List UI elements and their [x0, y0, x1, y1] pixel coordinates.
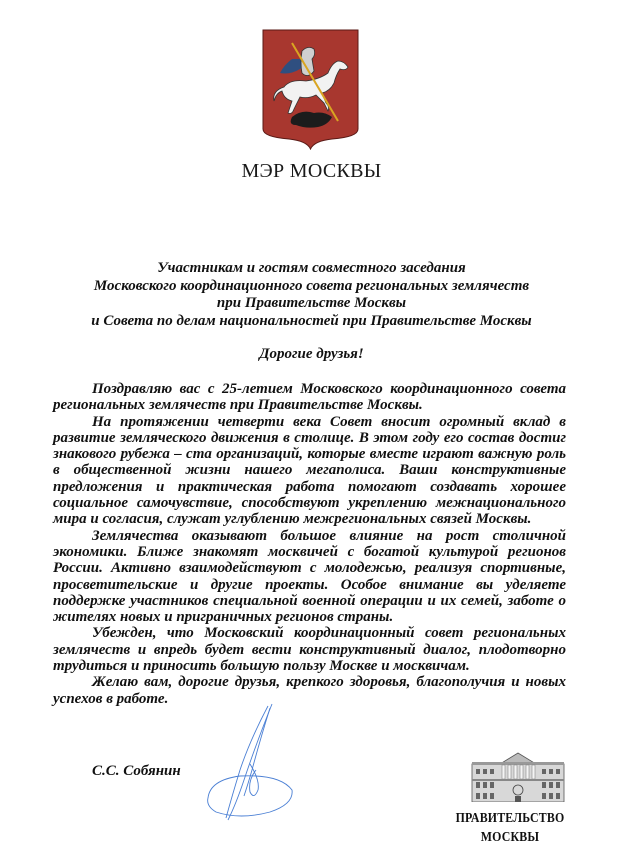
heading-line: при Правительстве Москвы: [216, 295, 407, 311]
greeting: Дорогие друзья!: [259, 346, 364, 362]
government-label: [448, 808, 571, 846]
letter-body: [53, 381, 566, 707]
heading-line: Московского координационного совета региональных землячеств: [93, 277, 530, 294]
paragraph: Поздравляю вас с 25-летием Московского координационного совета региональных землячеств при Правительстве Москвы.: [53, 381, 566, 414]
gov-label-line1: ПРАВИТЕЛЬСТВО: [455, 810, 565, 825]
signer-name: С.С. Собянин: [92, 763, 181, 779]
handwritten-signature: [200, 700, 300, 830]
paragraph: Убежден, что Московский координационный совет региональных землячеств и впредь будет вести конструктивный диалог, плодотворно трудиться и приносить большую пользу Москве и москвичам.: [53, 625, 566, 675]
mayor-title: МЭР МОСКВЫ: [241, 160, 382, 182]
address-heading: [40, 260, 583, 330]
moscow-coat-of-arms-icon: [262, 29, 359, 150]
paragraph: Землячества оказывают большое влияние на рост столичной экономики. Ближе знакомят москвичей с богатой культурой регионов России. Активно взаимодействуют с молодежью, реализуя спортивные, просветительские и другие проекты. Особое внимание вы уделяете поддержке участников специальной военной операции и их семей, заботе о жителях новых и приграничных регионов страны.: [53, 527, 566, 626]
government-building-icon: [470, 750, 566, 802]
heading-line: и Совета по делам национальностей при Правительстве Москвы: [91, 312, 532, 329]
heading-line: Участникам и гостям совместного заседания: [157, 260, 466, 276]
gov-label-line2: МОСКВЫ: [480, 829, 540, 844]
paragraph: Желаю вам, дорогие друзья, крепкого здоровья, благополучия и новых успехов в работе.: [53, 674, 566, 707]
paragraph: На протяжении четверти века Совет вносит огромный вклад в развитие земляческого движения в столице. В этом году его состав достиг знакового рубежа – ста организаций, которые вместе играют важную роль в общественной жизни нашего мегаполиса. Ваши конструктивные предложения и практическая работа помогают создавать хорошее социальное самочувствие, способствуют укреплению межнационального мира и согласия, служат углублению межрегиональных связей Москвы.: [53, 413, 566, 528]
